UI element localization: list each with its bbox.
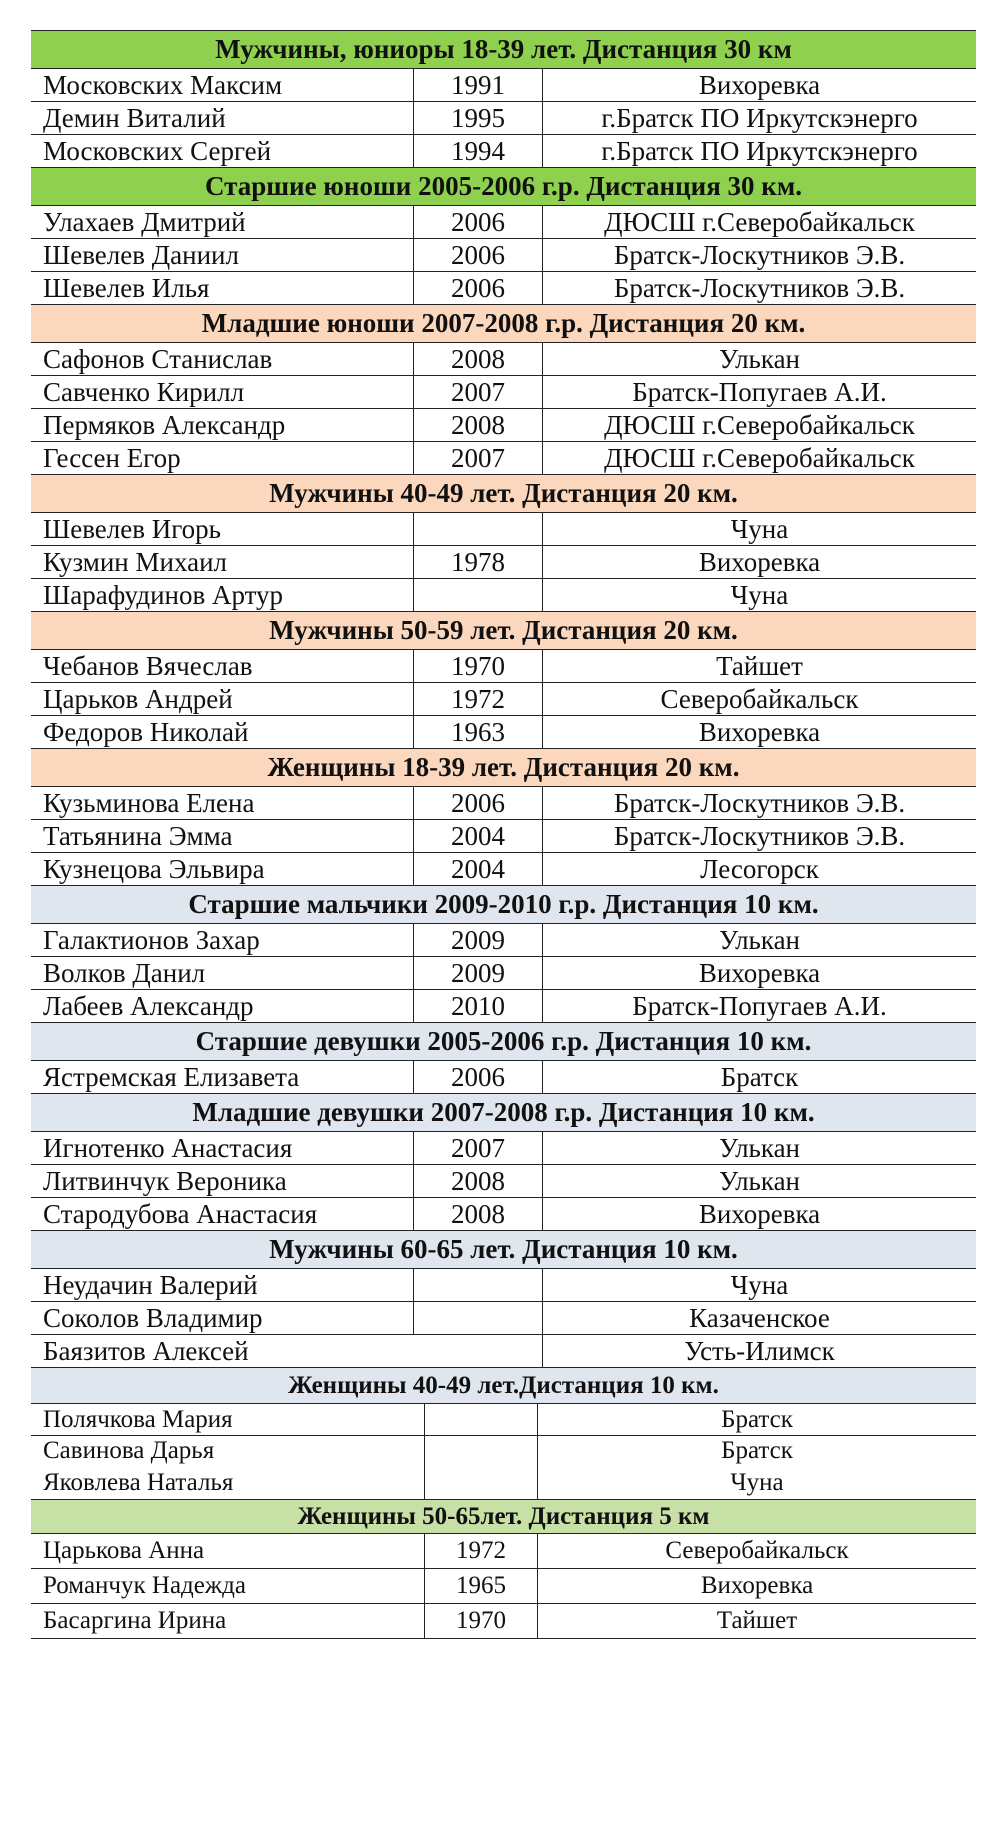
birth-year: 2006 (414, 272, 543, 304)
table-row (31, 853, 976, 886)
birth-year: 1963 (414, 716, 543, 748)
club: Тайшет (716, 650, 803, 681)
athlete-name: Ястремская Елизавета (31, 1061, 414, 1093)
birth-year: 2008 (414, 343, 543, 375)
athlete-name: Соколов Владимир (31, 1302, 414, 1334)
club: Улькан (719, 1132, 800, 1163)
club: Казаченское (689, 1302, 830, 1333)
table-row (31, 579, 976, 612)
club: Чуна (730, 1468, 784, 1496)
table-row (31, 990, 976, 1023)
table-row (31, 513, 976, 546)
athlete-name: Кузьминова Елена (31, 787, 414, 819)
table-row (31, 272, 976, 305)
athlete-name: Волков Данил (31, 957, 414, 989)
table-row (31, 1132, 976, 1165)
club: Усть-Илимск (684, 1335, 835, 1366)
club: Братск (721, 1437, 793, 1464)
athlete-name: Савченко Кирилл (31, 376, 414, 408)
athlete-name: Игнотенко Анастасия (31, 1132, 414, 1164)
table-row (31, 239, 976, 272)
table-row (31, 135, 976, 168)
table-row (31, 820, 976, 853)
table-row (31, 102, 976, 135)
group-header: Женщины 50-65лет. Дистанция 5 км (31, 1500, 976, 1534)
results-table (31, 30, 976, 1639)
birth-year: 1970 (425, 1604, 538, 1638)
birth-year (414, 513, 543, 545)
athlete-name: Кузнецова Эльвира (31, 853, 414, 885)
athlete-name: Московских Максим (31, 69, 414, 101)
table-row (31, 716, 976, 749)
table-row (31, 343, 976, 376)
table-row (31, 1604, 976, 1639)
club: Улькан (719, 1165, 800, 1196)
birth-year: 1978 (414, 546, 543, 578)
birth-year: 1970 (414, 650, 543, 682)
birth-year (425, 1436, 538, 1466)
club: Братск (720, 1061, 799, 1092)
table-row (31, 1436, 976, 1466)
club: Лесогорск (700, 853, 819, 884)
table-row (31, 1165, 976, 1198)
group-header: Старшие юноши 2005-2006 г.р. Дистанция 30 км. (31, 168, 976, 206)
club: Чуна (730, 513, 789, 544)
club: Вихоревка (698, 1198, 821, 1229)
athlete-name: Шевелев Даниил (31, 239, 414, 271)
table-row (31, 1335, 976, 1368)
athlete-name: Царьков Андрей (31, 683, 414, 715)
athlete-name: Пермяков Александр (31, 409, 414, 441)
athlete-name: Сафонов Станислав (31, 343, 414, 375)
table-row (31, 787, 976, 820)
table-row (31, 546, 976, 579)
table-row (31, 1534, 976, 1569)
birth-year: 2007 (414, 1132, 543, 1164)
athlete-name: Улахаев Дмитрий (31, 206, 414, 238)
birth-year: 1991 (414, 69, 543, 101)
table-row (31, 376, 976, 409)
athlete-name: Лабеев Александр (31, 990, 414, 1022)
group-header: Женщины 40-49 лет.Дистанция 10 км. (31, 1368, 976, 1404)
table-row (31, 650, 976, 683)
athlete-name: Яковлева Наталья (31, 1466, 425, 1499)
birth-year: 2006 (414, 787, 543, 819)
group-header: Мужчины 50-59 лет. Дистанция 20 км. (31, 612, 976, 650)
athlete-name: Царькова Анна (31, 1534, 425, 1568)
birth-year (425, 1466, 538, 1499)
table-row (31, 683, 976, 716)
athlete-name: Неудачин Валерий (31, 1269, 414, 1301)
athlete-name: Литвинчук Вероника (31, 1165, 414, 1197)
athlete-name: Галактионов Захар (31, 924, 414, 956)
club: Вихоревка (698, 69, 821, 100)
table-row (31, 1198, 976, 1231)
athlete-name: Шевелев Илья (31, 272, 414, 304)
table-row (31, 442, 976, 475)
birth-year: 2006 (414, 1061, 543, 1093)
club: Братск-Попугаев А.И. (632, 990, 887, 1021)
club: Вихоревка (700, 1572, 814, 1599)
table-row (31, 1569, 976, 1604)
birth-year: 2010 (414, 990, 543, 1022)
birth-year (414, 579, 543, 611)
birth-year (414, 1269, 543, 1301)
club: ДЮСШ г.Северобайкальск (604, 206, 915, 237)
club: г.Братск ПО Иркутскэнерго (601, 135, 918, 166)
birth-year: 2007 (414, 442, 543, 474)
group-header: Младшие девушки 2007-2008 г.р. Дистанция 10 км. (31, 1094, 976, 1132)
club: Улькан (719, 343, 800, 374)
club: Братск-Лоскутников Э.В. (613, 239, 906, 270)
club: Северобайкальск (665, 1537, 849, 1564)
table-row (31, 409, 976, 442)
athlete-name: Романчук Надежда (31, 1569, 425, 1603)
table-row (31, 1404, 976, 1436)
birth-year: 2004 (414, 820, 543, 852)
birth-year: 1965 (425, 1569, 538, 1603)
table-row (31, 924, 976, 957)
club: Братск-Лоскутников Э.В. (613, 787, 906, 818)
group-header: Старшие мальчики 2009-2010 г.р. Дистанция 10 км. (31, 886, 976, 924)
club: Тайшет (716, 1607, 798, 1634)
club: Улькан (719, 924, 800, 955)
athlete-name: Шевелев Игорь (31, 513, 414, 545)
club: г.Братск ПО Иркутскэнерго (601, 102, 918, 133)
group-header: Мужчины, юниоры 18-39 лет. Дистанция 30 км (31, 31, 976, 69)
birth-year: 2006 (414, 206, 543, 238)
club: Чуна (730, 1269, 789, 1300)
athlete-name: Стародубова Анастасия (31, 1198, 414, 1230)
athlete-name: Шарафудинов Артур (31, 579, 414, 611)
table-row (31, 1061, 976, 1094)
club: Вихоревка (698, 957, 821, 988)
birth-year: 2004 (414, 853, 543, 885)
club: Братск-Попугаев А.И. (632, 376, 887, 407)
club: Братск-Лоскутников Э.В. (613, 820, 906, 851)
club: ДЮСШ г.Северобайкальск (604, 442, 915, 473)
birth-year: 1972 (425, 1534, 538, 1568)
birth-year (414, 1302, 543, 1334)
table-row (31, 206, 976, 239)
table-row (31, 1466, 976, 1500)
athlete-name: Савинова Дарья (31, 1436, 425, 1466)
athlete-name: Татьянина Эмма (31, 820, 414, 852)
athlete-name: Баязитов Алексей (43, 1335, 249, 1366)
group-header: Женщины 18-39 лет. Дистанция 20 км. (31, 749, 976, 787)
group-header: Мужчины 60-65 лет. Дистанция 10 км. (31, 1231, 976, 1269)
birth-year: 2008 (414, 1165, 543, 1197)
athlete-name: Кузмин Михаил (31, 546, 414, 578)
athlete-name: Басаргина Ирина (31, 1604, 425, 1638)
club: Чуна (730, 579, 789, 610)
birth-year: 2009 (414, 957, 543, 989)
table-row (31, 69, 976, 102)
club: Братск-Лоскутников Э.В. (613, 272, 906, 303)
table-row (31, 1302, 976, 1335)
birth-year (414, 1335, 543, 1367)
birth-year: 2006 (414, 239, 543, 271)
athlete-name: Федоров Николай (31, 716, 414, 748)
club: ДЮСШ г.Северобайкальск (604, 409, 915, 440)
birth-year: 2009 (414, 924, 543, 956)
birth-year (425, 1404, 538, 1435)
club: Вихоревка (698, 716, 821, 747)
athlete-name: Московских Сергей (31, 135, 414, 167)
birth-year: 1994 (414, 135, 543, 167)
group-header: Младшие юноши 2007-2008 г.р. Дистанция 20 км. (31, 305, 976, 343)
group-header: Мужчины 40-49 лет. Дистанция 20 км. (31, 475, 976, 513)
club: Братск (721, 1405, 793, 1433)
group-header: Старшие девушки 2005-2006 г.р. Дистанция 10 км. (31, 1023, 976, 1061)
table-row (31, 1269, 976, 1302)
athlete-name: Полячкова Мария (31, 1404, 425, 1435)
birth-year: 2007 (414, 376, 543, 408)
birth-year: 1972 (414, 683, 543, 715)
club: Северобайкальск (660, 683, 859, 714)
club: Вихоревка (698, 546, 821, 577)
athlete-name: Гессен Егор (31, 442, 414, 474)
birth-year: 2008 (414, 409, 543, 441)
athlete-name: Чебанов Вячеслав (31, 650, 414, 682)
athlete-name: Демин Виталий (31, 102, 414, 134)
birth-year: 2008 (414, 1198, 543, 1230)
table-row (31, 957, 976, 990)
birth-year: 1995 (414, 102, 543, 134)
